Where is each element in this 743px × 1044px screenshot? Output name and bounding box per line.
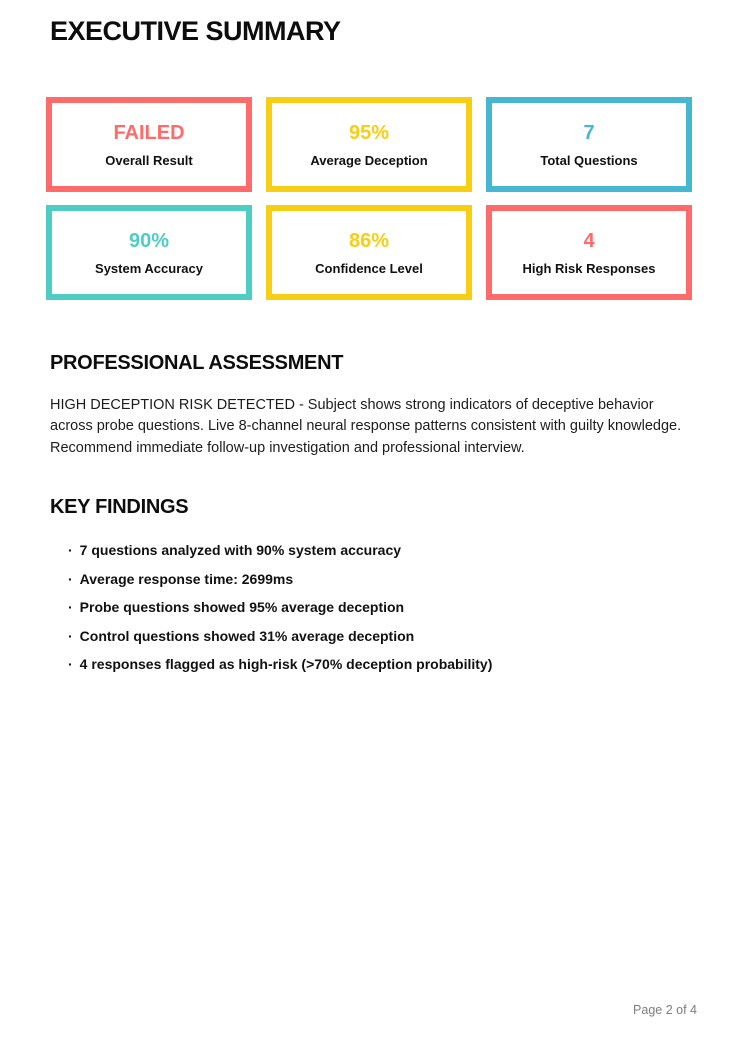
finding-item [68,629,696,643]
stat-card-overall-result [46,97,252,192]
stat-label: Average Deception [310,152,428,168]
stat-label: System Accuracy [95,260,203,276]
finding-text: Probe questions showed 95% average deception [79,599,405,616]
findings-heading: KEY FINDINGS [50,496,189,519]
summary-stat-cards [46,97,692,300]
stat-label: High Risk Responses [522,260,656,276]
findings-list [50,543,696,671]
finding-text: 7 questions analyzed with 90% system accuracy [79,542,402,559]
finding-text: Average response time: 2699ms [79,570,294,587]
finding-item [68,543,696,557]
bullet-icon: · [68,542,73,559]
stat-card-high-risk-responses [486,205,692,300]
stat-card-system-accuracy [46,205,252,300]
stat-value: 90% [128,229,170,252]
stat-value: 7 [583,121,595,144]
stat-value: FAILED [113,121,185,144]
finding-text: Control questions showed 31% average deception [79,627,415,644]
stat-card-total-questions [486,97,692,192]
stat-label: Confidence Level [315,260,423,276]
finding-item [68,600,696,614]
stat-value: 86% [348,229,390,252]
bullet-icon: · [68,599,73,616]
bullet-icon: · [68,656,73,673]
page-number: Page 2 of 4 [633,1003,697,1017]
assessment-heading: PROFESSIONAL ASSESSMENT [50,352,344,374]
bullet-icon: · [68,570,73,587]
stat-label: Overall Result [105,152,193,168]
stat-card-confidence-level [266,205,472,300]
assessment-body: HIGH DECEPTION RISK DETECTED - Subject shows strong indicators of deceptive behavior across probe questions. Live 8-channel neural response patterns consistent with guilty knowledge. Recommend immediate follow-up investigation and professional interview. [50,397,682,456]
bullet-icon: · [68,627,73,644]
page-title: EXECUTIVE SUMMARY [50,16,341,46]
stat-value: 4 [583,229,595,252]
finding-item [68,657,696,671]
stat-value: 95% [348,121,390,144]
stat-card-average-deception [266,97,472,192]
stat-label: Total Questions [540,152,638,168]
finding-item [68,572,696,586]
finding-text: 4 responses flagged as high-risk (>70% deception probability) [79,656,493,673]
